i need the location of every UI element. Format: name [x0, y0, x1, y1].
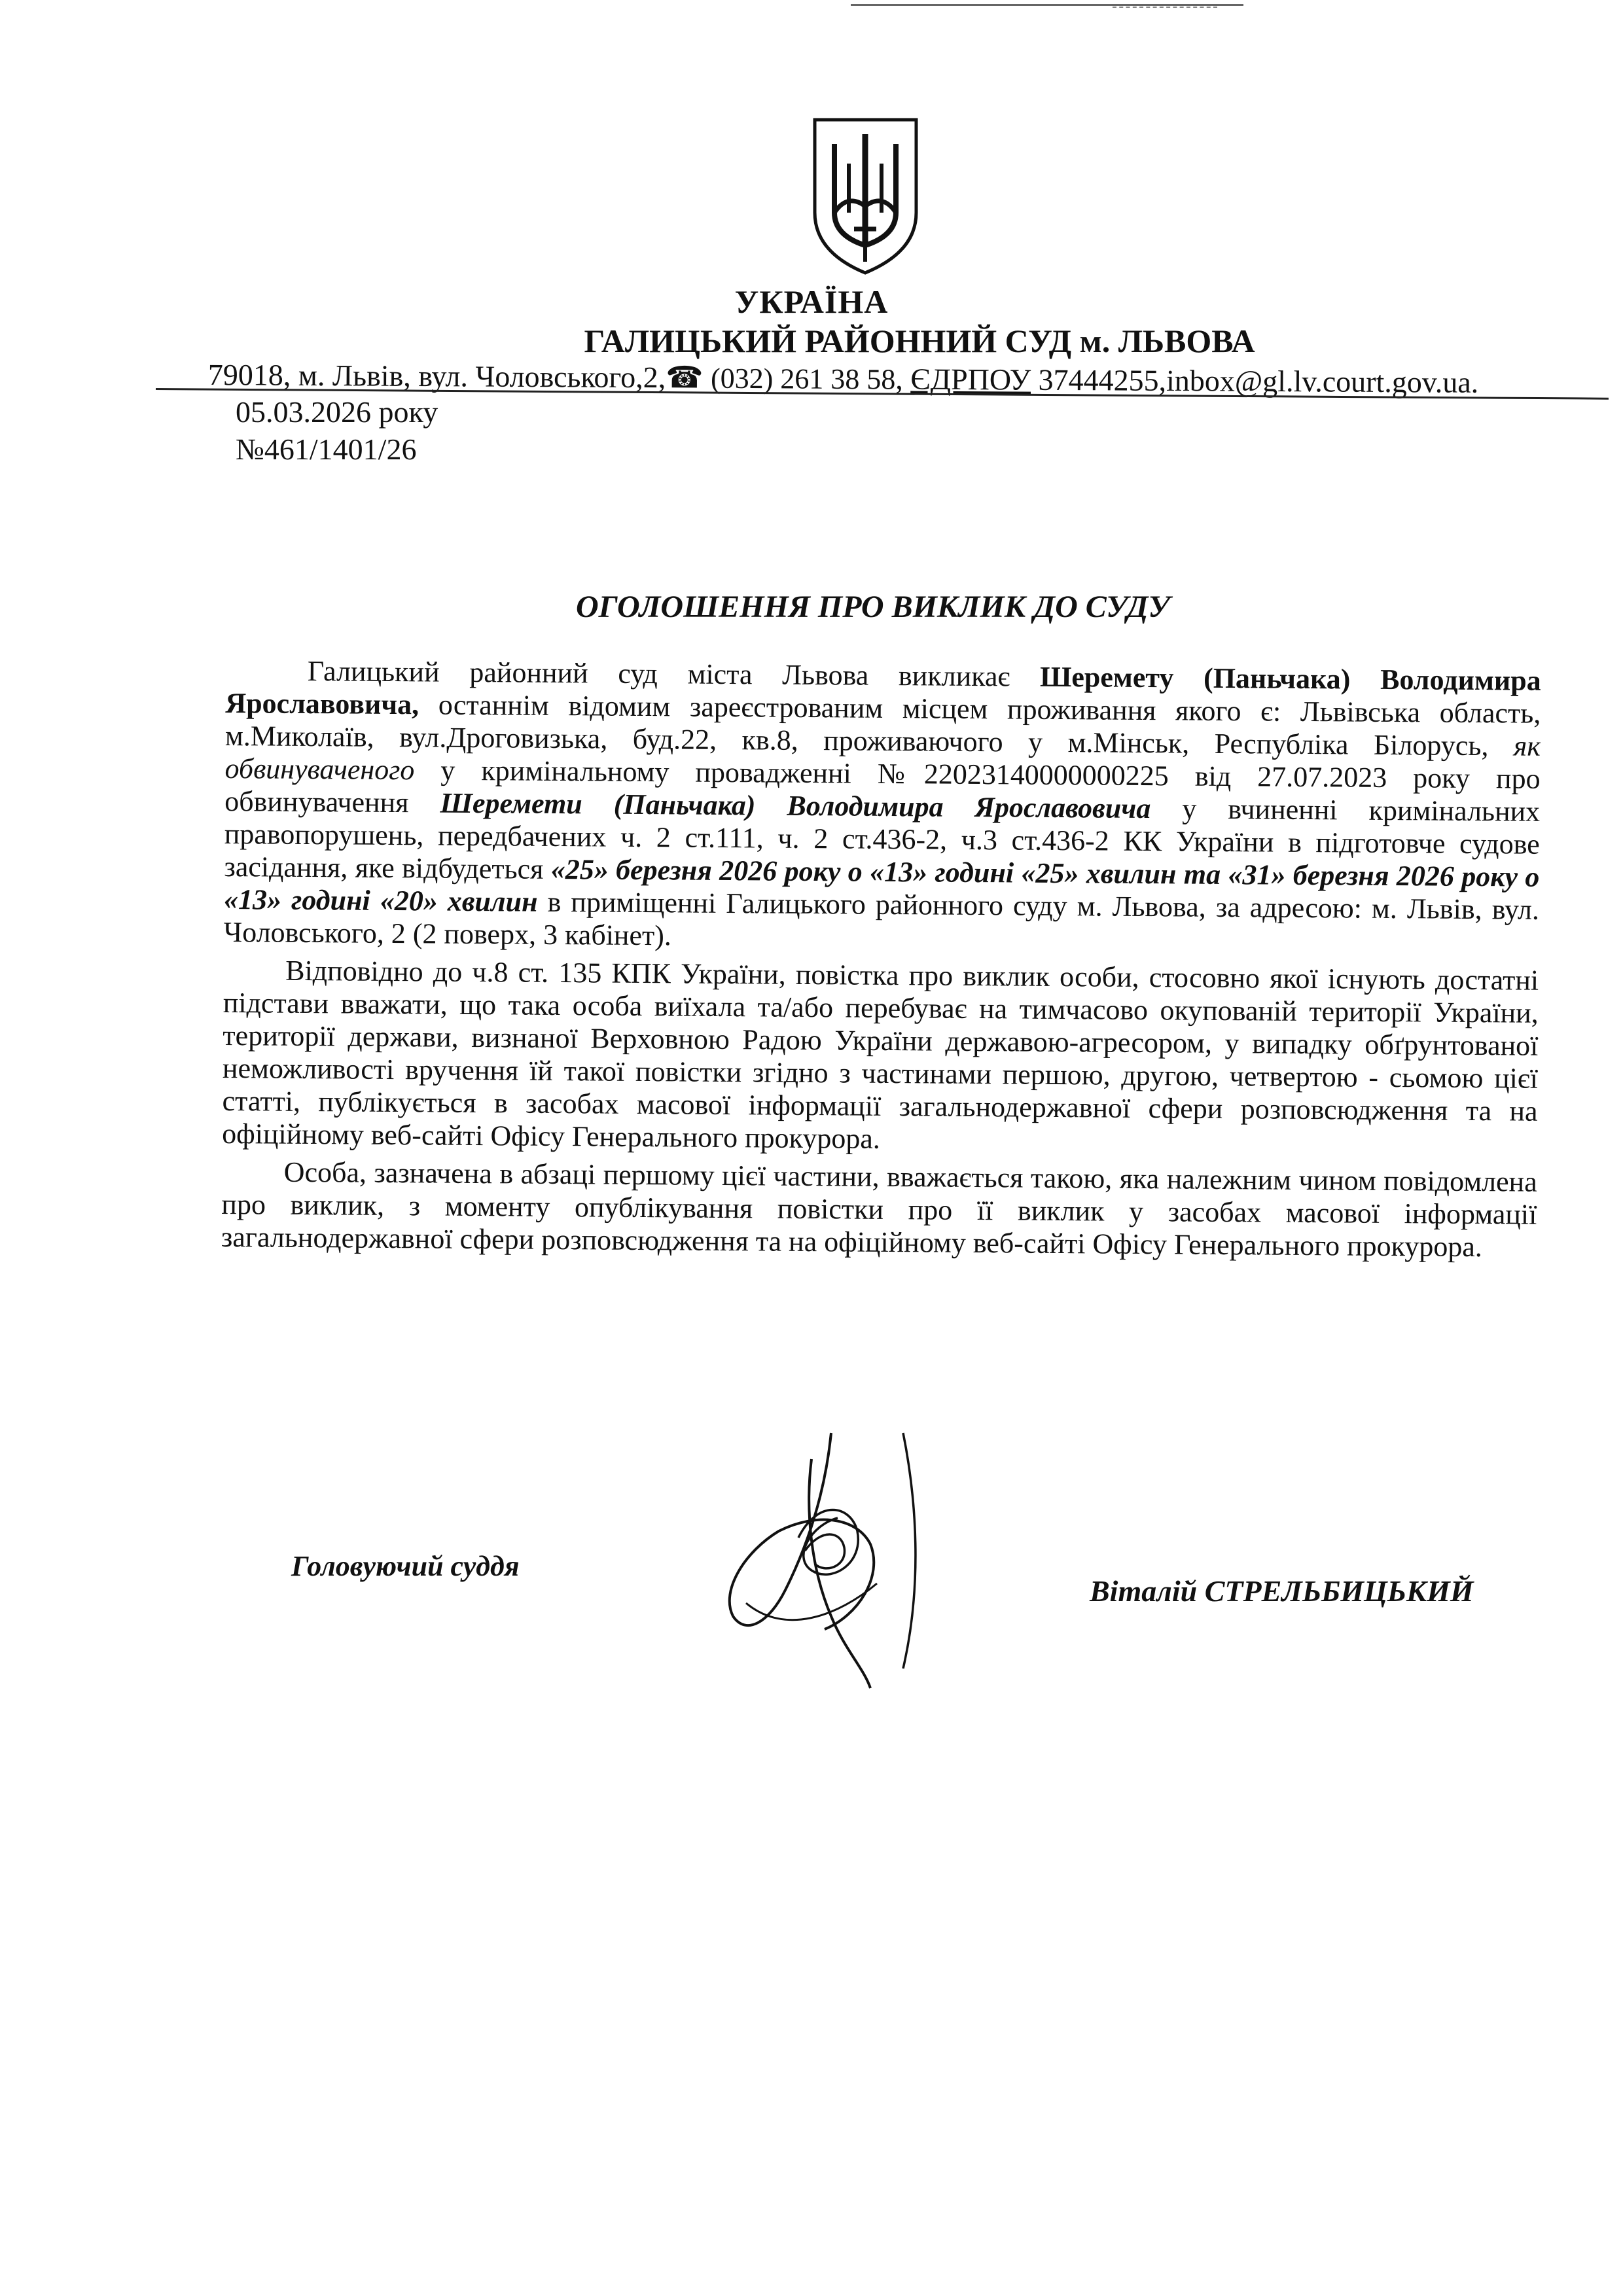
document-number: №461/1401/26	[236, 433, 417, 466]
p1-text-4: у вчиненні кримінальних правопорушень, передбачених ч. 2 ст.111, ч. 2 ст.436-2, ч.3 ст.436-2 КК України в підготовче судове засідання, яке відбудеться	[224, 792, 1541, 885]
p1-text-2: останнім відомим зареєстрованим місцем проживання якого є: Львівська область, м.Миколаїв, вул.Дроговизька, буд.22, кв.8, проживаючого у м.Мінськ, Республіка Білорусь,	[224, 688, 1541, 762]
p1-conjunction: та	[1176, 858, 1228, 891]
court-address-line: 79018, м. Львів, вул. Чоловського,2,☎ (032) 261 38 58, ЄДРПОУ 37444255,inbox@gl.lv.court.gov.ua.	[207, 357, 1479, 399]
accused-name-bold-italic: Шеремети (Паньчака) Володимира Ярославовича	[440, 786, 1151, 825]
edrpou-label: ЄДРПОУ	[910, 362, 1031, 397]
handwritten-signature	[707, 1420, 982, 1695]
telephone-icon: ☎	[666, 361, 704, 395]
p1-italic-role: як обвинуваченого	[224, 730, 1541, 786]
accused-name-bold: Шеремету (Паньчака) Володимира Ярославовича,	[225, 660, 1541, 721]
p1-text-1: Галицький районний суд міста Львова викликає	[307, 654, 1041, 693]
signatory-role: Головуючий суддя	[291, 1550, 520, 1582]
hearing-date-1: «25» березня 2026 року о «13» годині «25» хвилин	[550, 853, 1177, 891]
paragraph-legal-basis: Відповідно до ч.8 ст. 135 КПК України, повістка про виклик особи, стосовно якої існують достатні підстави вважати, що така особа виїхала та/або перебуває на тимчасово окупованій території України, території держави, визнаної Верховною Радою України державою-агресором, у випадку обґрунтованої неможливості вручення їй такої повістки згідно з частинами першою, другою, четвертою - сьомою цієї статті, публікується в засобах масової інформації загальнодержавної сфери розповсюдження та на офіційному веб-сайті Офісу Генерального прокурора.	[222, 954, 1539, 1155]
signatory-name: Віталій СТРЕЛЬБИЦЬКИЙ	[1090, 1574, 1474, 1608]
paragraph-summons	[223, 654, 1541, 959]
phone-number: (032) 261 38 58	[710, 362, 896, 396]
hearing-date-2: «31» березня 2026 року о «13» годині «20» хвилин	[223, 858, 1540, 918]
country-heading: УКРАЇНА	[734, 283, 889, 320]
document-body	[221, 654, 1541, 1264]
court-name-heading: ГАЛИЦЬКИЙ РАЙОННИЙ СУД м. ЛЬВОВА	[584, 323, 1255, 359]
document-title: ОГОЛОШЕННЯ ПРО ВИКЛИК ДО СУДУ	[576, 590, 1170, 624]
edrpou-email: 37444255,inbox@gl.lv.court.gov.ua.	[1030, 362, 1479, 399]
document-date: 05.03.2026 року	[236, 395, 438, 429]
p1-text-3: у кримінальному провадженні №22023140000000225 від 27.07.2023 року про обвинувачення	[224, 754, 1541, 819]
address-text: 79018, м. Львів, вул. Чоловського,2,	[207, 357, 666, 395]
scan-artifact-line	[1113, 7, 1217, 10]
paragraph-notification: Особа, зазначена в абзаці першому цієї частини, вважається такою, яка належним чином повідомлена про виклик, з моменту опублікування повістки про її виклик у засобах масової інформації загальнодержавної сфери розповсюдження та на офіційному веб-сайті Офісу Генерального прокурора.	[221, 1156, 1537, 1263]
p1-text-5: в приміщенні Галицького районного суду м. Львова, за адресою: м. Львів, вул. Чоловського, 2 (2 поверх, 3 кабінет).	[223, 885, 1540, 952]
coat-of-arms-icon	[808, 115, 923, 278]
